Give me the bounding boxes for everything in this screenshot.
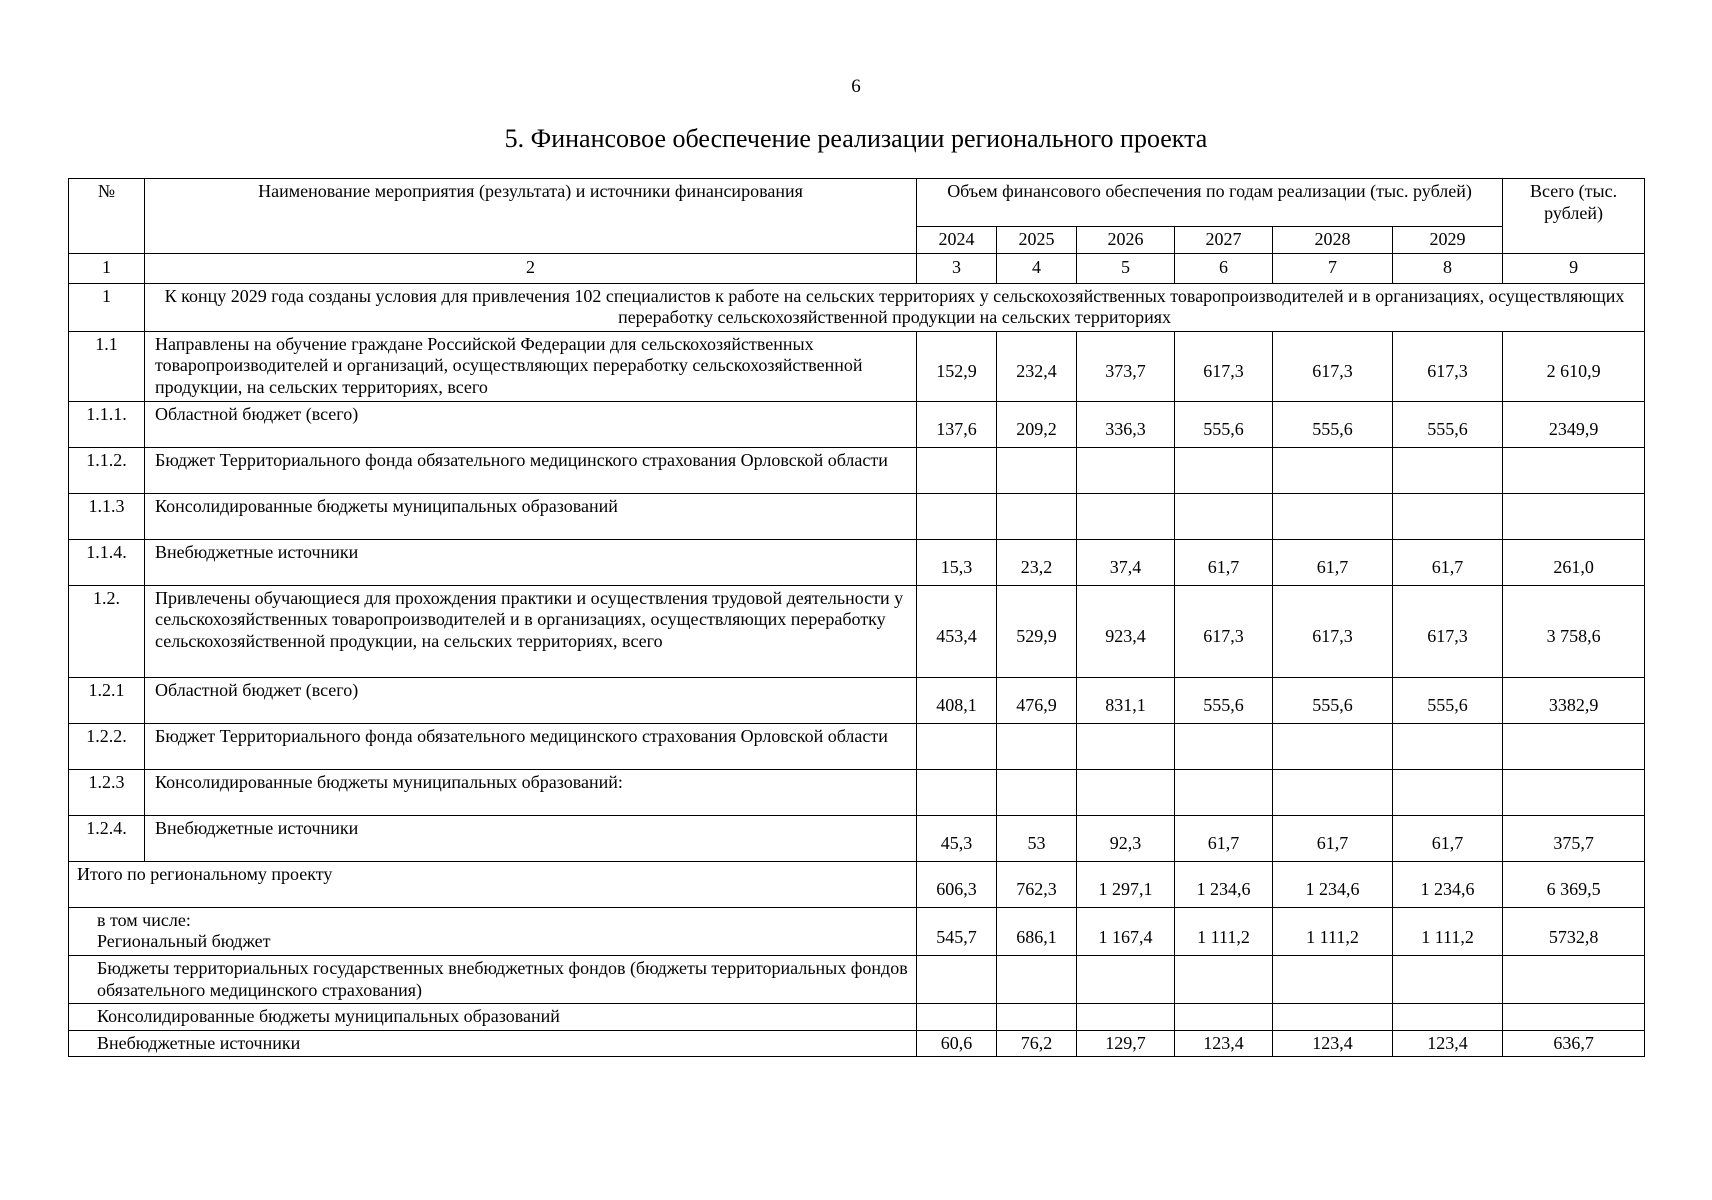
row-value: 617,3 bbox=[1273, 331, 1393, 401]
row-value bbox=[1077, 723, 1175, 769]
row-value: 408,1 bbox=[917, 677, 997, 723]
row-value: 617,3 bbox=[1393, 331, 1503, 401]
offbudget-value: 123,4 bbox=[1175, 1030, 1273, 1057]
row-value: 137,6 bbox=[917, 401, 997, 447]
empty-cell bbox=[1175, 955, 1273, 1003]
row-value: 923,4 bbox=[1077, 585, 1175, 677]
row-value bbox=[1393, 493, 1503, 539]
row-value bbox=[1077, 493, 1175, 539]
offbudget-value: 123,4 bbox=[1393, 1030, 1503, 1057]
row-value: 61,7 bbox=[1393, 539, 1503, 585]
table-row bbox=[69, 447, 1645, 493]
regional-value: 545,7 bbox=[917, 907, 997, 955]
row-number: 1.1.2. bbox=[69, 447, 145, 493]
row-value: 555,6 bbox=[1273, 677, 1393, 723]
offbudget-row bbox=[69, 1030, 1645, 1057]
empty-cell bbox=[1503, 1004, 1645, 1031]
row-value bbox=[997, 723, 1077, 769]
row-value: 92,3 bbox=[1077, 815, 1175, 861]
regional-budget-row bbox=[69, 907, 1645, 955]
row-value bbox=[997, 769, 1077, 815]
empty-cell bbox=[997, 955, 1077, 1003]
row-value: 555,6 bbox=[1393, 677, 1503, 723]
row-value: 555,6 bbox=[1175, 401, 1273, 447]
column-number: 7 bbox=[1273, 253, 1393, 283]
row-value bbox=[1077, 769, 1175, 815]
table-row bbox=[69, 677, 1645, 723]
empty-cell bbox=[1393, 955, 1503, 1003]
row-name: Внебюджетные источники bbox=[145, 539, 917, 585]
row-name: Привлечены обучающиеся для прохождения практики и осуществления трудовой деятельности у сельскохозяйственных товаропроизводителей и в организациях, осуществляющих переработку сельскохозяйственной продукции, на сельских территориях, всего bbox=[145, 585, 917, 677]
row-value bbox=[917, 769, 997, 815]
row-name: Бюджет Территориального фонда обязательного медицинского страхования Орловской области bbox=[145, 447, 917, 493]
municipal-label: Консолидированные бюджеты муниципальных образований bbox=[69, 1004, 917, 1031]
column-number: 9 bbox=[1503, 253, 1645, 283]
table-rows bbox=[69, 331, 1645, 861]
row-name: Консолидированные бюджеты муниципальных образований: bbox=[145, 769, 917, 815]
row-number: 1.1.1. bbox=[69, 401, 145, 447]
row-value: 555,6 bbox=[1393, 401, 1503, 447]
row-value: 476,9 bbox=[997, 677, 1077, 723]
row-value bbox=[1273, 493, 1393, 539]
row-value bbox=[1503, 447, 1645, 493]
row-value: 373,7 bbox=[1077, 331, 1175, 401]
row-value: 3 758,6 bbox=[1503, 585, 1645, 677]
empty-cell bbox=[1077, 955, 1175, 1003]
row-value bbox=[1503, 769, 1645, 815]
row-value: 61,7 bbox=[1273, 539, 1393, 585]
offbudget-value: 60,6 bbox=[917, 1030, 997, 1057]
header-number: № bbox=[69, 179, 145, 254]
funds-label: Бюджеты территориальных государственных внебюджетных фондов (бюджеты территориальных фондов обязательного медицинского страхования) bbox=[69, 955, 917, 1003]
row-number: 1.1.4. bbox=[69, 539, 145, 585]
row-value: 15,3 bbox=[917, 539, 997, 585]
table-row bbox=[69, 493, 1645, 539]
row-value: 209,2 bbox=[997, 401, 1077, 447]
header-name: Наименование мероприятия (результата) и источники финансирования bbox=[145, 179, 917, 254]
row-name: Консолидированные бюджеты муниципальных образований bbox=[145, 493, 917, 539]
row-number: 1.2.3 bbox=[69, 769, 145, 815]
row-value: 831,1 bbox=[1077, 677, 1175, 723]
empty-cell bbox=[997, 1004, 1077, 1031]
row-name: Областной бюджет (всего) bbox=[145, 401, 917, 447]
row-value: 261,0 bbox=[1503, 539, 1645, 585]
row-value: 336,3 bbox=[1077, 401, 1175, 447]
row-number: 1.2. bbox=[69, 585, 145, 677]
header-year: 2024 bbox=[917, 227, 997, 254]
offbudget-value: 123,4 bbox=[1273, 1030, 1393, 1057]
column-number: 2 bbox=[145, 253, 917, 283]
row-value bbox=[1393, 769, 1503, 815]
row-name: Областной бюджет (всего) bbox=[145, 677, 917, 723]
column-number: 8 bbox=[1393, 253, 1503, 283]
regional-value: 686,1 bbox=[997, 907, 1077, 955]
row-value: 232,4 bbox=[997, 331, 1077, 401]
empty-cell bbox=[1503, 955, 1645, 1003]
empty-cell bbox=[1273, 955, 1393, 1003]
regional-budget-label bbox=[69, 907, 917, 955]
empty-cell bbox=[1077, 1004, 1175, 1031]
row-value: 375,7 bbox=[1503, 815, 1645, 861]
row-value: 529,9 bbox=[997, 585, 1077, 677]
row-number: 1.2.2. bbox=[69, 723, 145, 769]
total-value: 1 297,1 bbox=[1077, 861, 1175, 907]
header-total: Всего (тыс. рублей) bbox=[1503, 179, 1645, 254]
including-label: в том числе: bbox=[97, 909, 191, 930]
table-row bbox=[69, 539, 1645, 585]
row-value bbox=[1077, 447, 1175, 493]
total-row bbox=[69, 861, 1645, 907]
offbudget-label: Внебюджетные источники bbox=[69, 1030, 917, 1057]
regional-value: 1 167,4 bbox=[1077, 907, 1175, 955]
table-row bbox=[69, 815, 1645, 861]
row-value: 61,7 bbox=[1273, 815, 1393, 861]
regional-value: 1 111,2 bbox=[1273, 907, 1393, 955]
row-value bbox=[997, 447, 1077, 493]
empty-cell bbox=[917, 1004, 997, 1031]
header-year: 2027 bbox=[1175, 227, 1273, 254]
row-value bbox=[1175, 769, 1273, 815]
row-value bbox=[1273, 769, 1393, 815]
header-year: 2026 bbox=[1077, 227, 1175, 254]
total-value: 1 234,6 bbox=[1273, 861, 1393, 907]
page-number: 6 bbox=[851, 76, 861, 97]
offbudget-value: 129,7 bbox=[1077, 1030, 1175, 1057]
offbudget-value: 76,2 bbox=[997, 1030, 1077, 1057]
column-number: 1 bbox=[69, 253, 145, 283]
total-value: 6 369,5 bbox=[1503, 861, 1645, 907]
row-value: 53 bbox=[997, 815, 1077, 861]
row-value bbox=[917, 493, 997, 539]
row-value bbox=[997, 493, 1077, 539]
column-number: 4 bbox=[997, 253, 1077, 283]
row-value: 3382,9 bbox=[1503, 677, 1645, 723]
regional-label: Региональный бюджет bbox=[97, 931, 271, 952]
header-year: 2029 bbox=[1393, 227, 1503, 254]
municipal-row bbox=[69, 1004, 1645, 1031]
column-number: 6 bbox=[1175, 253, 1273, 283]
goal-text: К концу 2029 года созданы условия для привлечения 102 специалистов к работе на сельских территориях у сельскохозяйственных товаропроизводителей и в организациях, осуществляющих переработку сельскохозяйственной продукции на сельских территориях bbox=[145, 283, 1645, 331]
goal-row bbox=[69, 283, 1645, 331]
empty-cell bbox=[917, 955, 997, 1003]
row-number: 1.2.4. bbox=[69, 815, 145, 861]
row-number: 1.2.1 bbox=[69, 677, 145, 723]
row-value bbox=[1273, 447, 1393, 493]
total-value: 1 234,6 bbox=[1393, 861, 1503, 907]
row-value bbox=[917, 447, 997, 493]
row-name: Бюджет Территориального фонда обязательного медицинского страхования Орловской области bbox=[145, 723, 917, 769]
regional-value: 1 111,2 bbox=[1175, 907, 1273, 955]
row-name: Направлены на обучение граждане Российской Федерации для сельскохозяйственных товаропроизводителей и организаций, осуществляющих переработку сельскохозяйственной продукции, на сельских территориях, всего bbox=[145, 331, 917, 401]
table-row bbox=[69, 769, 1645, 815]
row-value: 2 610,9 bbox=[1503, 331, 1645, 401]
row-value: 2349,9 bbox=[1503, 401, 1645, 447]
empty-cell bbox=[1393, 1004, 1503, 1031]
row-value bbox=[1273, 723, 1393, 769]
offbudget-value: 636,7 bbox=[1503, 1030, 1645, 1057]
empty-cell bbox=[1175, 1004, 1273, 1031]
total-value: 1 234,6 bbox=[1175, 861, 1273, 907]
header-year: 2025 bbox=[997, 227, 1077, 254]
row-value: 617,3 bbox=[1393, 585, 1503, 677]
row-value bbox=[1175, 723, 1273, 769]
row-value bbox=[1175, 493, 1273, 539]
total-value: 762,3 bbox=[997, 861, 1077, 907]
funds-row bbox=[69, 955, 1645, 1003]
document-title: 5. Финансовое обеспечение реализации регионального проекта bbox=[504, 124, 1208, 153]
row-value: 617,3 bbox=[1175, 331, 1273, 401]
table-row bbox=[69, 331, 1645, 401]
column-number: 3 bbox=[917, 253, 997, 283]
row-number: 1.1 bbox=[69, 331, 145, 401]
row-value bbox=[1393, 447, 1503, 493]
header-year: 2028 bbox=[1273, 227, 1393, 254]
empty-cell bbox=[1273, 1004, 1393, 1031]
header-volume: Объем финансового обеспечения по годам реализации (тыс. рублей) bbox=[917, 179, 1503, 227]
row-value: 37,4 bbox=[1077, 539, 1175, 585]
row-value: 61,7 bbox=[1393, 815, 1503, 861]
table-row bbox=[69, 723, 1645, 769]
total-value: 606,3 bbox=[917, 861, 997, 907]
row-value: 555,6 bbox=[1175, 677, 1273, 723]
goal-number: 1 bbox=[69, 283, 145, 331]
row-value: 61,7 bbox=[1175, 539, 1273, 585]
row-value bbox=[917, 723, 997, 769]
row-name: Внебюджетные источники bbox=[145, 815, 917, 861]
row-value: 617,3 bbox=[1273, 585, 1393, 677]
regional-value: 5732,8 bbox=[1503, 907, 1645, 955]
column-number: 5 bbox=[1077, 253, 1175, 283]
row-value: 152,9 bbox=[917, 331, 997, 401]
row-value bbox=[1393, 723, 1503, 769]
row-value: 61,7 bbox=[1175, 815, 1273, 861]
row-value: 555,6 bbox=[1273, 401, 1393, 447]
row-value: 45,3 bbox=[917, 815, 997, 861]
total-label: Итого по региональному проекту bbox=[69, 861, 917, 907]
table-row bbox=[69, 401, 1645, 447]
regional-value: 1 111,2 bbox=[1393, 907, 1503, 955]
financing-table bbox=[68, 178, 1645, 1057]
row-value: 23,2 bbox=[997, 539, 1077, 585]
row-value bbox=[1503, 723, 1645, 769]
table-row bbox=[69, 585, 1645, 677]
row-value: 453,4 bbox=[917, 585, 997, 677]
row-value bbox=[1175, 447, 1273, 493]
row-number: 1.1.3 bbox=[69, 493, 145, 539]
row-value: 617,3 bbox=[1175, 585, 1273, 677]
row-value bbox=[1503, 493, 1645, 539]
